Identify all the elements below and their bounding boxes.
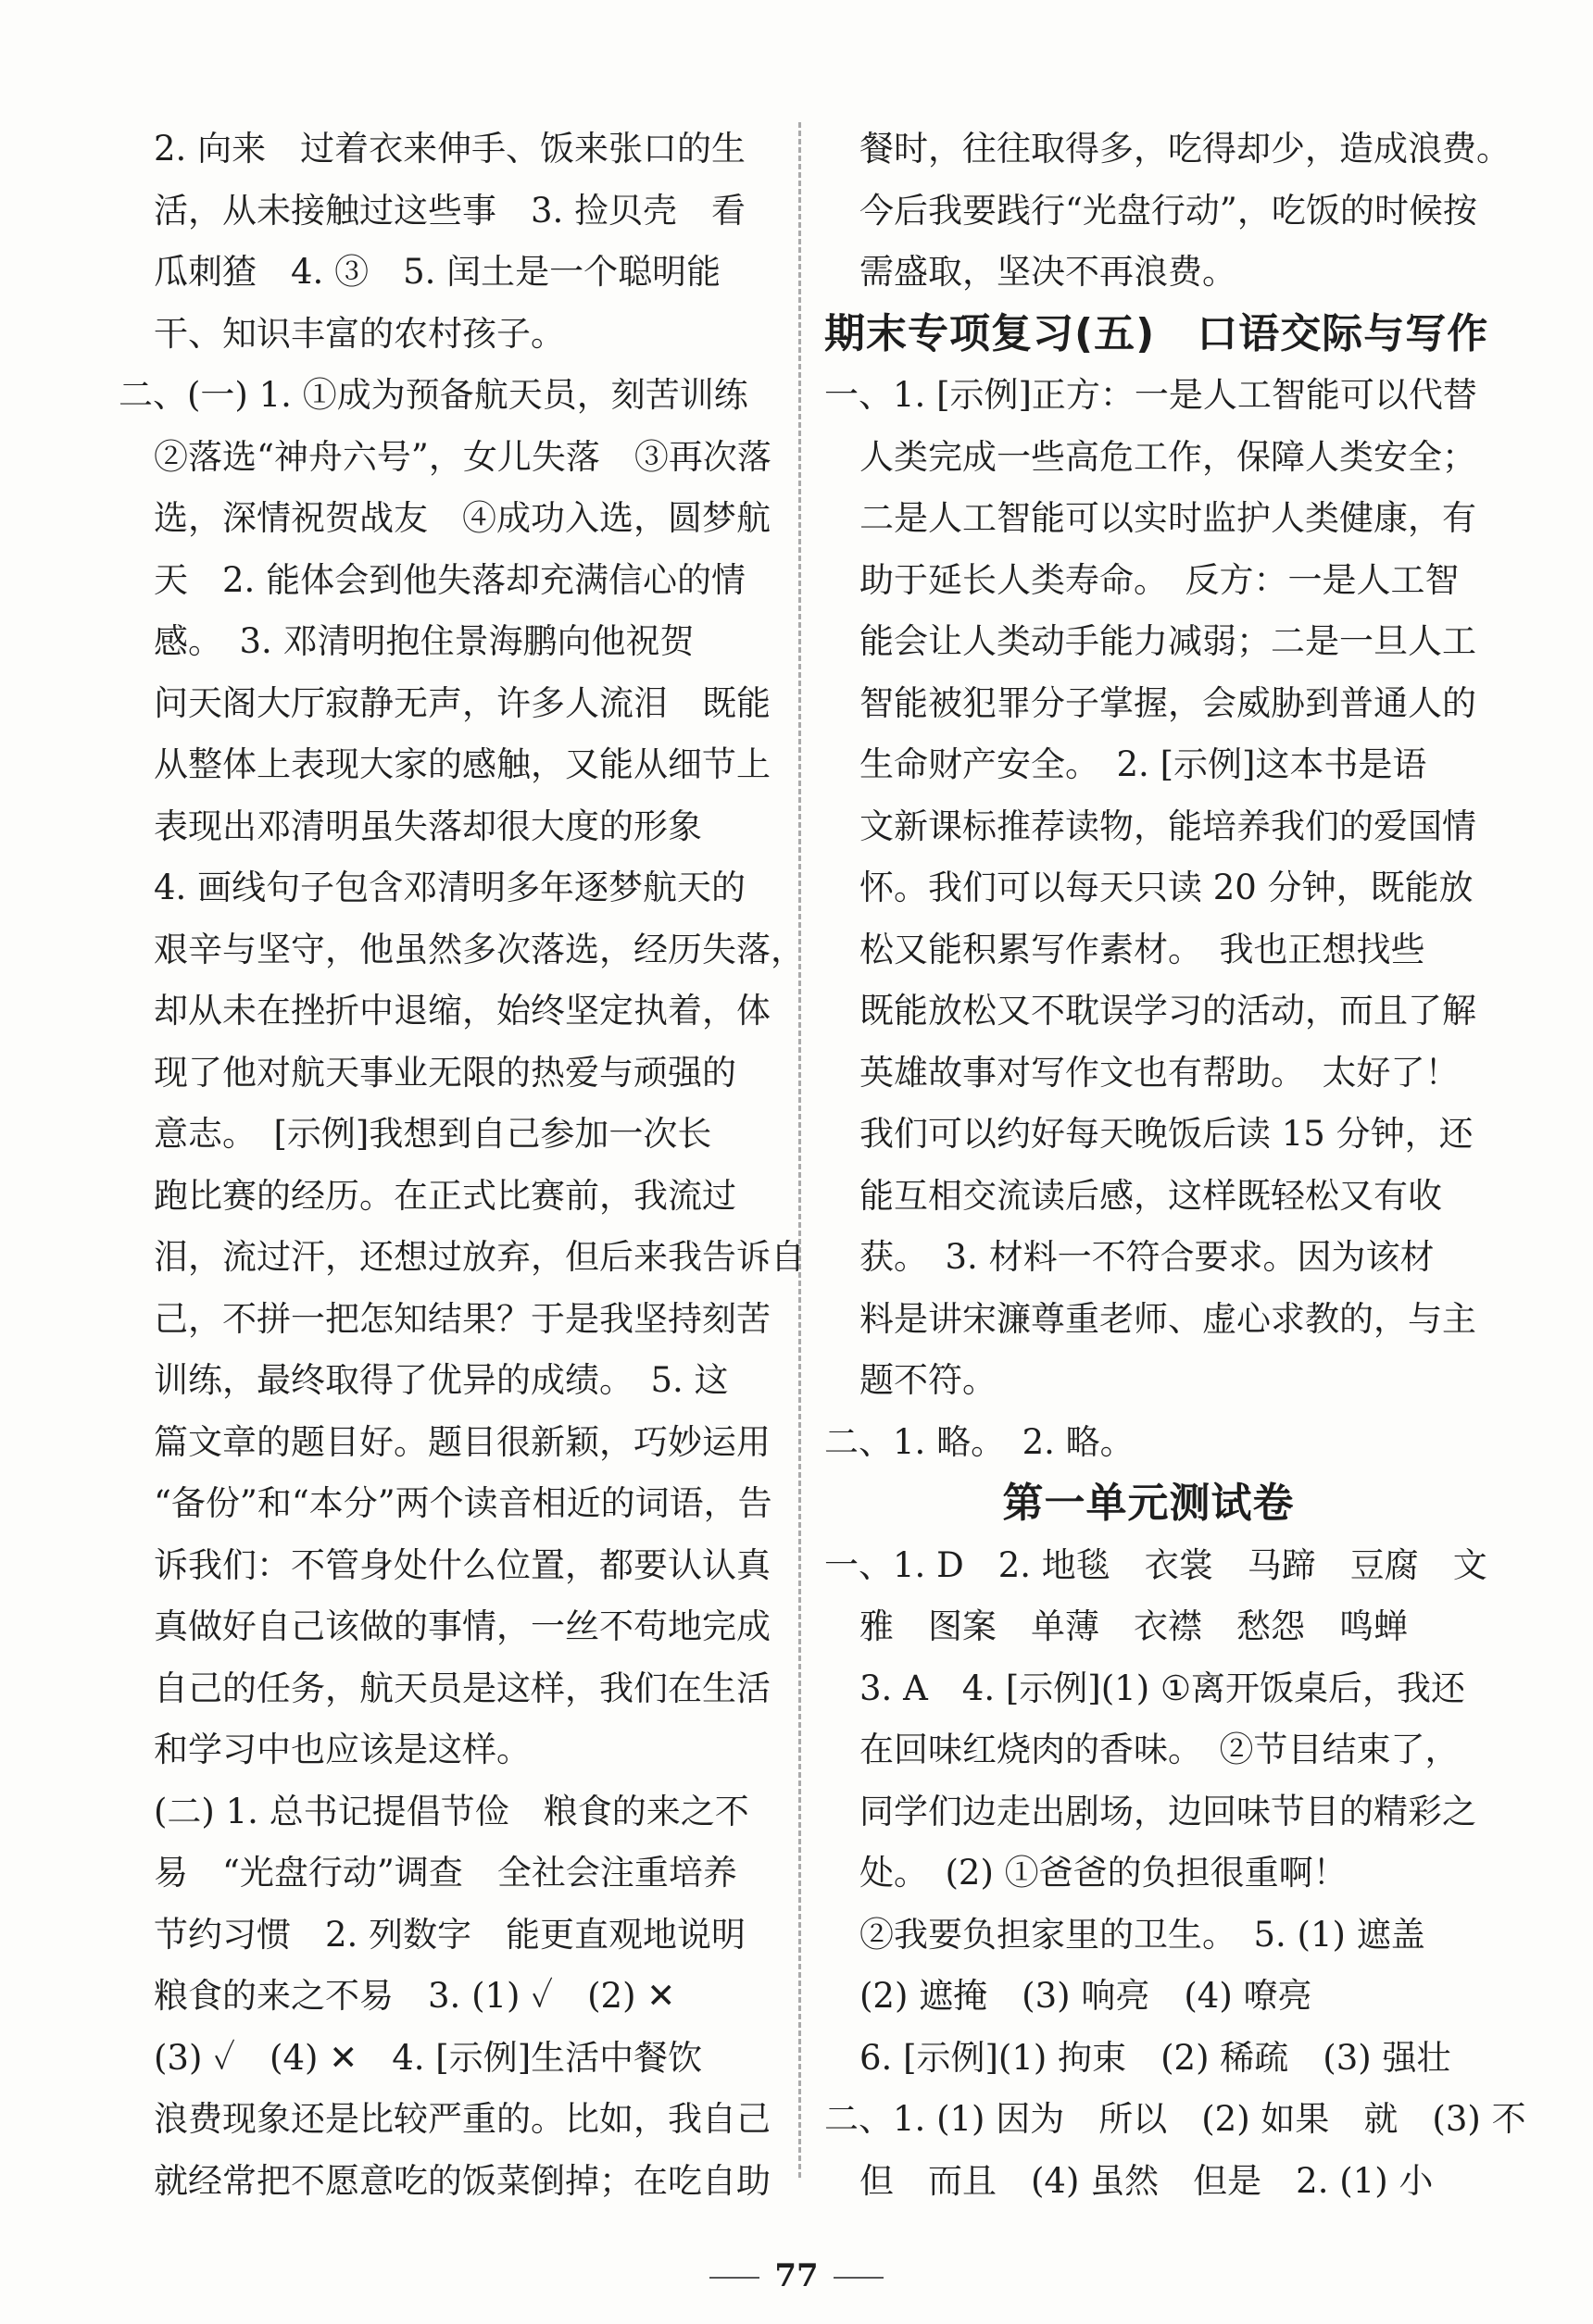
text-line: “备份”和“本分”两个读音相近的词语，告 <box>154 1483 772 1523</box>
text-line: 却从未在挫折中退缩，始终坚定执着，体 <box>154 991 771 1031</box>
text-line: 获。 3. 材料一不符合要求。因为该材 <box>859 1237 1435 1277</box>
text-line: (3) ✓ (4) ✕ 4. [示例]生活中餐饮 <box>154 2037 703 2078</box>
text-line: (2) 遮掩 (3) 响亮 (4) 嘹亮 <box>859 1976 1312 2016</box>
text-line: 天 2. 能体会到他失落却充满信心的情 <box>154 559 746 600</box>
text-line: 3. A 4. [示例](1) ①离开饭桌后，我还 <box>859 1668 1466 1708</box>
text-line: ②落选“神舟六号”，女儿失落 ③再次落 <box>154 436 771 477</box>
text-line: 问天阁大厅寂静无声，许多人流泪 既能 <box>154 682 771 723</box>
text-line: ②我要负担家里的卫生。 5. (1) 遮盖 <box>859 1914 1425 1955</box>
text-line: 雅 图案 单薄 衣襟 愁怨 鸣蝉 <box>859 1606 1408 1646</box>
text-line: 和学习中也应该是这样。 <box>154 1730 531 1769</box>
text-line: 泪，流过汗，还想过放弃，但后来我告诉自 <box>154 1237 805 1277</box>
text-line: 4. 画线句子包含邓清明多年逐梦航天的 <box>154 868 746 907</box>
text-line: 英雄故事对写作文也有帮助。 太好了！ <box>859 1052 1460 1093</box>
text-line: 料是讲宋濂尊重老师、虚心求教的，与主 <box>859 1298 1476 1339</box>
text-line: 怀。我们可以每天只读 20 分钟，既能放 <box>859 868 1474 907</box>
text-line: 意志。 [示例]我想到自己参加一次长 <box>154 1114 712 1154</box>
text-line: 跑比赛的经历。在正式比赛前，我流过 <box>154 1175 736 1216</box>
section-title-review: 期末专项复习(五) 口语交际与写作 <box>824 309 1489 357</box>
text-line: 助于延长人类寿命。 反方：一是人工智 <box>859 559 1460 600</box>
text-line: (二) 1. 总书记提倡节俭 粮食的来之不 <box>154 1791 749 1831</box>
page-number-footer <box>0 2257 1593 2294</box>
text-line: 训练，最终取得了优异的成绩。 5. 这 <box>154 1360 729 1400</box>
footer-dash-left <box>709 2277 759 2279</box>
text-line: 瓜刺猹 4. ③ 5. 闰土是一个聪明能 <box>154 252 721 292</box>
section-title-unit-test: 第一单元测试卷 <box>1002 1480 1295 1527</box>
text-line: 一、1. [示例]正方：一是人工智能可以代替 <box>824 375 1477 415</box>
text-line: 既能放松又不耽误学习的活动，而且了解 <box>859 991 1476 1031</box>
text-line: 文新课标推荐读物，能培养我们的爱国情 <box>859 806 1476 846</box>
text-line: 表现出邓清明虽失落却很大度的形象 <box>154 806 702 846</box>
text-line: 一、1. D 2. 地毯 衣裳 马蹄 豆腐 文 <box>824 1544 1487 1585</box>
text-line: 浪费现象还是比较严重的。比如，我自己 <box>154 2099 771 2139</box>
text-line: 从整体上表现大家的感触，又能从细节上 <box>154 744 771 784</box>
text-line: 需盛取，坚决不再浪费。 <box>859 252 1236 292</box>
text-line: 能会让人类动手能力减弱；二是一旦人工 <box>859 621 1476 661</box>
text-line: 诉我们：不管身处什么位置，都要认认真 <box>154 1544 771 1585</box>
text-line: 6. [示例](1) 拘束 (2) 稀疏 (3) 强壮 <box>859 2037 1451 2078</box>
text-line: 干、知识丰富的农村孩子。 <box>154 313 565 354</box>
page-number: 77 <box>774 2257 819 2294</box>
text-line: 但 而且 (4) 虽然 但是 2. (1) 小 <box>859 2160 1434 2201</box>
text-line: 感。 3. 邓清明抱住景海鹏向他祝贺 <box>154 621 695 661</box>
text-line: 二、(一) 1. ①成为预备航天员，刻苦训练 <box>119 375 748 415</box>
right-column <box>824 119 1526 2212</box>
text-line: 处。 (2) ①爸爸的负担很重啊！ <box>859 1853 1348 1893</box>
text-line: 艰辛与坚守，他虽然多次落选，经历失落， <box>154 929 805 969</box>
text-line: 我们可以约好每天晚饭后读 15 分钟，还 <box>859 1114 1474 1154</box>
text-line: 能互相交流读后感，这样既轻松又有收 <box>859 1175 1442 1216</box>
text-line: 活，从未接触过这些事 3. 捡贝壳 看 <box>154 190 746 231</box>
text-line: 二是人工智能可以实时监护人类健康，有 <box>859 498 1476 538</box>
text-line: 二、1. (1) 因为 所以 (2) 如果 就 (3) 不 <box>824 2099 1526 2139</box>
text-line: 己，不拼一把怎知结果？于是我坚持刻苦 <box>154 1298 771 1339</box>
text-line: 人类完成一些高危工作，保障人类安全； <box>859 436 1476 477</box>
text-line: 二、1. 略。 2. 略。 <box>824 1421 1135 1462</box>
text-line: 易 “光盘行动”调查 全社会注重培养 <box>154 1853 737 1893</box>
text-line: 今后我要践行“光盘行动”，吃饭的时候按 <box>859 190 1477 231</box>
text-line: 2. 向来 过着衣来伸手、饭来张口的生 <box>154 129 746 169</box>
text-line: 在回味红烧肉的香味。 ②节目结束了， <box>859 1730 1460 1769</box>
text-line: 节约习惯 2. 列数字 能更直观地说明 <box>154 1914 746 1955</box>
text-line: 餐时，往往取得多，吃得却少，造成浪费。 <box>859 129 1511 169</box>
text-line: 真做好自己该做的事情，一丝不苟地完成 <box>154 1606 771 1646</box>
left-column <box>119 119 805 2212</box>
text-line: 智能被犯罪分子掌握，会威胁到普通人的 <box>859 682 1476 723</box>
text-line: 选，深情祝贺战友 ④成功入选，圆梦航 <box>154 498 771 538</box>
text-line: 松又能积累写作素材。 我也正想找些 <box>859 929 1425 969</box>
text-line: 现了他对航天事业无限的热爱与顽强的 <box>154 1052 736 1093</box>
column-divider <box>798 122 801 2178</box>
text-line: 自己的任务，航天员是这样，我们在生活 <box>154 1668 771 1708</box>
text-line: 同学们边走出剧场，边回味节目的精彩之 <box>859 1791 1476 1831</box>
text-line: 篇文章的题目好。题目很新颖，巧妙运用 <box>154 1421 771 1462</box>
text-line: 生命财产安全。 2. [示例]这本书是语 <box>859 744 1427 784</box>
text-line: 就经常把不愿意吃的饭菜倒掉；在吃自助 <box>154 2160 771 2201</box>
footer-dash-right <box>834 2277 884 2279</box>
text-line: 粮食的来之不易 3. (1) ✓ (2) ✕ <box>154 1976 676 2016</box>
text-line: 题不符。 <box>859 1360 997 1400</box>
